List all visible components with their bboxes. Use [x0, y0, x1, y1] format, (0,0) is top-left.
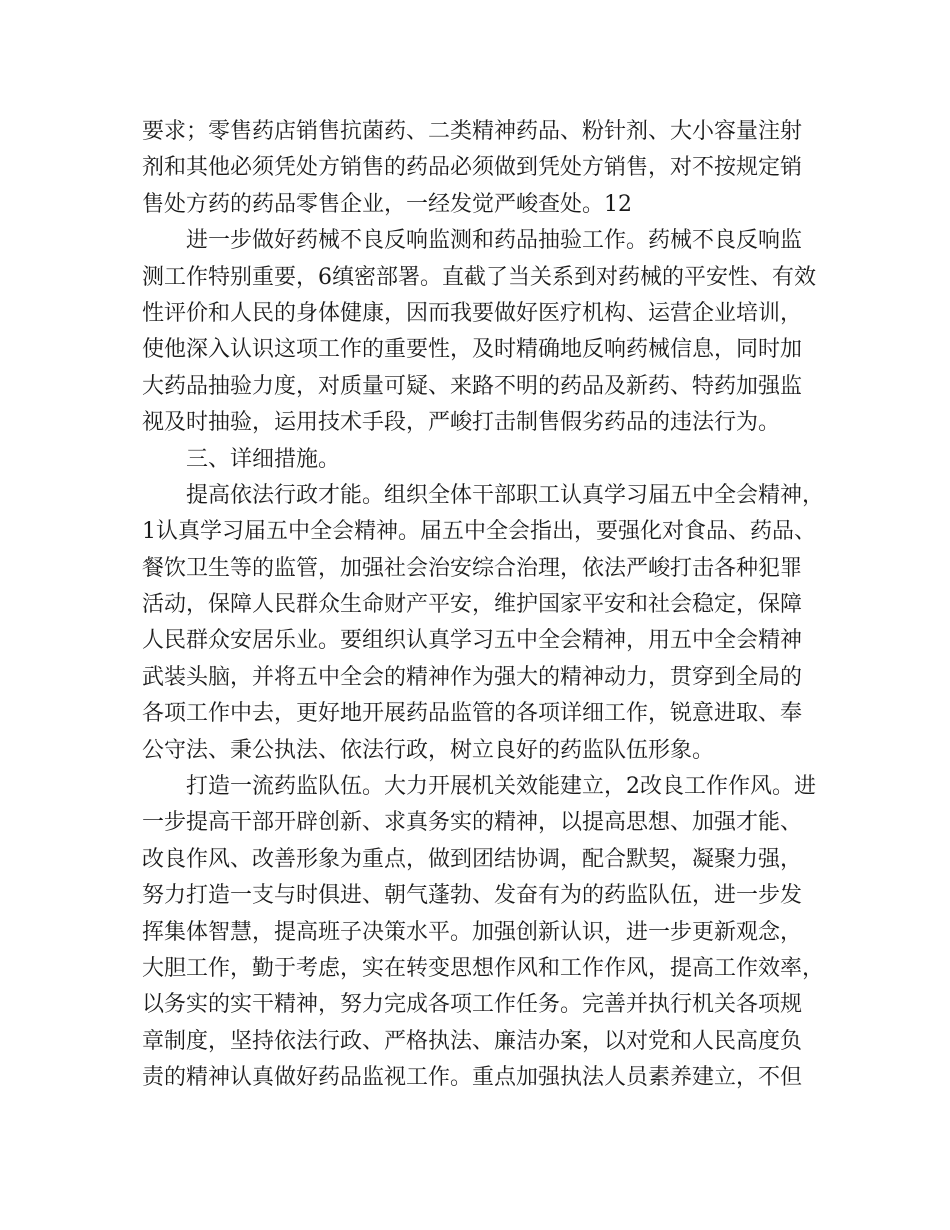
text-line: 一步提高干部开辟创新、求真务实的精神，以提高思想、加强才能、 [142, 810, 803, 836]
text-line: 1认真学习届五中全会精神。届五中全会指出，要强化对食品、药品、 [142, 519, 816, 545]
text-line: 改良作风、改善形象为重点，做到团结协调，配合默契，凝聚力强， [142, 846, 803, 872]
text-line: 要求；零售药店销售抗菌药、二类精神药品、粉针剂、大小容量注射 [142, 119, 803, 144]
paragraph-first-line: 进一步做好药械不良反响监测和药品抽验工作。药械不良反响监 [186, 228, 803, 254]
text-line: 以务实的实干精神，努力完成各项工作任务。完善并执行机关各项规 [142, 992, 803, 1018]
text-line: 努力打造一支与时俱进、朝气蓬勃、发奋有为的药监队伍，进一步发 [142, 883, 803, 909]
text-line: 测工作特别重要，6缜密部署。直截了当关系到对药械的平安性、有效 [142, 264, 816, 290]
text-line: 人民群众安居乐业。要组织认真学习五中全会精神，用五中全会精神 [142, 628, 803, 654]
text-line: 公守法、秉公执法、依法行政，树立良好的药监队伍形象。 [142, 737, 715, 763]
text-line: 餐饮卫生等的监管，加强社会治安综合治理，依法严峻打击各种犯罪 [142, 555, 803, 581]
text-line: 各项工作中去，更好地开展药品监管的各项详细工作，锐意进取、奉 [142, 701, 803, 727]
paragraph-first-line: 打造一流药监队伍。大力开展机关效能建立，2改良工作作风。进 [186, 774, 816, 800]
text-line: 使他深入认识这项工作的重要性，及时精确地反响药械信息，同时加 [142, 337, 803, 363]
text-line: 大胆工作，勤于考虑，实在转变思想作风和工作作风，提高工作效率， [142, 955, 825, 981]
paragraph-first-line: 三、详细措施。 [186, 446, 341, 472]
text-line: 活动，保障人民群众生命财产平安，维护国家平安和社会稳定，保障 [142, 592, 803, 618]
text-line: 挥集体智慧，提高班子决策水平。加强创新认识，进一步更新观念， [142, 919, 803, 945]
text-line: 视及时抽验，运用技术手段，严峻打击制售假劣药品的违法行为。 [142, 410, 781, 436]
text-line: 武装头脑，并将五中全会的精神作为强大的精神动力，贯穿到全局的 [142, 664, 803, 690]
text-line: 大药品抽验力度，对质量可疑、来路不明的药品及新药、特药加强监 [142, 373, 803, 399]
text-line: 剂和其他必须凭处方销售的药品必须做到凭处方销售，对不按规定销 [142, 155, 803, 181]
text-line: 售处方药的药品零售企业，一经发觉严峻查处。12 [142, 191, 632, 217]
text-line: 性评价和人民的身体健康，因而我要做好医疗机构、运营企业培训， [142, 300, 803, 326]
text-line: 责的精神认真做好药品监视工作。重点加强执法人员素养建立，不但 [142, 1065, 803, 1091]
text-line: 章制度，坚持依法行政、严格执法、廉洁办案，以对党和人民高度负 [142, 1028, 803, 1054]
paragraph-first-line: 提高依法行政才能。组织全体干部职工认真学习届五中全会精神， [186, 482, 825, 508]
body-text [142, 114, 832, 1097]
